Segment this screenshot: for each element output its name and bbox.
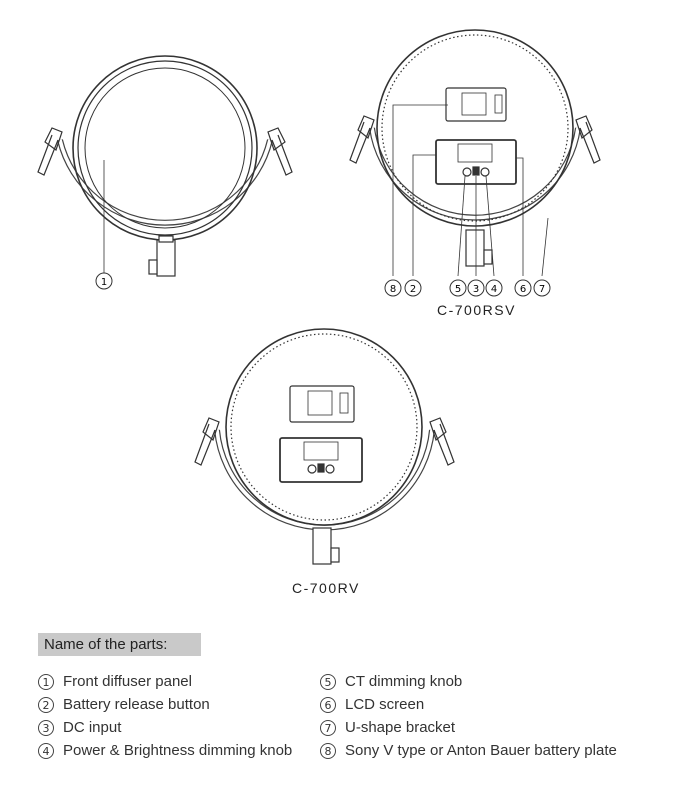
part-label-6: LCD screen	[345, 696, 425, 713]
part-number-2: 2	[38, 697, 54, 713]
svg-text:2: 2	[409, 284, 417, 295]
part-item-6	[320, 696, 424, 713]
part-label-8: Sony V type or Anton Bauer battery plate	[345, 742, 617, 759]
callout-8	[385, 280, 401, 296]
svg-text:8: 8	[389, 284, 397, 295]
part-number-6: 6	[320, 697, 336, 713]
svg-text:1: 1	[100, 277, 108, 288]
part-item-1	[38, 673, 192, 690]
part-number-4: 4	[38, 743, 54, 759]
part-label-3: DC input	[63, 719, 122, 736]
rsv-back-view	[350, 30, 600, 276]
svg-text:6: 6	[519, 284, 527, 295]
part-number-8: 8	[320, 743, 336, 759]
part-item-8	[320, 742, 617, 759]
part-item-5	[320, 673, 462, 690]
part-label-4: Power & Brightness dimming knob	[63, 742, 293, 759]
front-view-light	[38, 56, 292, 276]
part-item-2	[38, 696, 210, 713]
part-item-4	[38, 742, 292, 759]
rv-back-view	[195, 329, 454, 564]
callout-3	[468, 280, 484, 296]
part-label-1: Front diffuser panel	[63, 673, 192, 690]
part-label-7: U-shape bracket	[345, 719, 456, 736]
callout-6	[515, 280, 531, 296]
model-label-rv: C-700RV	[292, 580, 360, 596]
model-label-rsv: C-700RSV	[437, 302, 516, 318]
part-number-1: 1	[38, 674, 54, 690]
svg-text:7: 7	[538, 284, 546, 295]
callout-4	[486, 280, 502, 296]
svg-text:5: 5	[454, 284, 462, 295]
callout-2	[405, 280, 421, 296]
callout-7	[534, 280, 550, 296]
part-number-3: 3	[38, 720, 54, 736]
svg-text:4: 4	[490, 284, 498, 295]
part-label-5: CT dimming knob	[345, 673, 463, 690]
svg-text:3: 3	[472, 284, 480, 295]
part-item-7	[320, 719, 455, 736]
callout-1	[96, 273, 112, 289]
parts-section-title: Name of the parts:	[38, 633, 201, 656]
part-label-2: Battery release button	[63, 696, 210, 713]
callout-5	[450, 280, 466, 296]
part-number-5: 5	[320, 674, 336, 690]
part-item-3	[38, 719, 121, 736]
part-number-7: 7	[320, 720, 336, 736]
